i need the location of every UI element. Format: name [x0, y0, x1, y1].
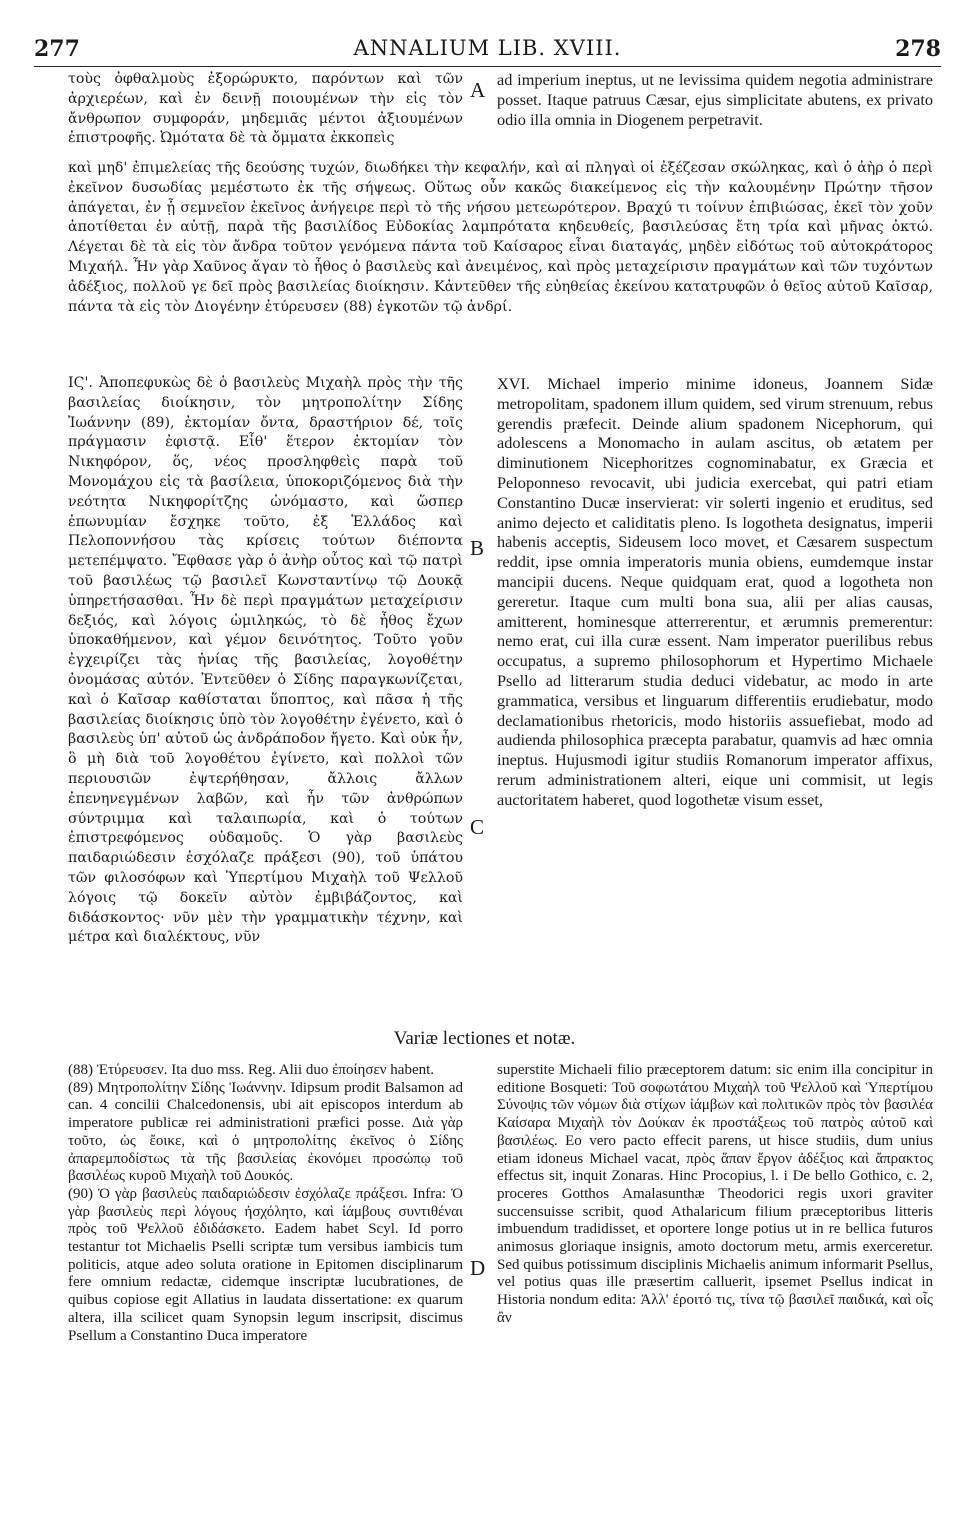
full-greek-text: καὶ μηδ' ἐπιμελείας τῆς δεούσης τυχών, διωδήκει τὴν κεφαλήν, καὶ αἱ πληγαὶ οἱ ἐξέζεσαν σκώληκας, καὶ ὁ ἀὴρ ὁ περὶ ἐκεῖνον δυσωδίας μεμέστωτο ἐκ τῆς σήψεως. Οὕτως οὖν κακῶς διακείμενος εἰς τὴν καλουμένην Πρώτην τῆσον ἀπάγεται, ἐν ᾗ σεμνεῖον ἐκεῖνος ἀνήγειρε περὶ τὸ τῆς νήσου μετεωρότερον. Βραχύ τι τοίνυν ἐπιβιώσας, ἐκεῖ τὸν χοῦν ἀποτίθεται ἐν αὐτῇ, παρὰ τῆς βασιλίδος Εὐδοκίας λαμπρότατα κηδευθείς, βασιλεύσας ἔτη τρία καὶ μῆνας ὀκτώ. Λέγεται δὲ τὰ εἰς τὸν ἄνδρα τοῦτον γενόμενα πάντα τοῦ Καίσαρος εἶναι διαταγάς, μηδὲν εἰδότως τοῦ αὐτοκράτορος Μιχαήλ. Ἦν γὰρ Χαῦνος ἄγαν τὸ ἦθος ὁ βασιλεὺς καὶ ἀνειμένος, καὶ πρὸς μεταχείρισιν πραγμάτων καὶ τῶν τυχόντων ἀδέξιος, πολλοῦ γε δεῖ πρὸς βασιλείας διοίκησιν. Κἀντεῦθεν τῆς εὐηθείας ἐκείνου κατατρυφῶν ὁ θεῖος αὐτοῦ Καῖσαρ, πάντα τὰ εἰς τὸν Διογένην ἐτύρευσεν (88) ἐγκοτῶν τῷ ἀνδρί. — [68, 160, 933, 315]
main-latin-column — [497, 374, 933, 1019]
top-greek-column — [68, 70, 463, 156]
main-greek-text: ΙϚ'. Ἀποπεφυκὼς δὲ ὁ βασιλεὺς Μιχαὴλ πρὸς τὴν τῆς βασιλείας διοίκησιν, τὸν μητροπολίτην Σίδης Ἰωάννην (89), ἐκτομίαν ὄντα, δραστήριον δέ, τοῖς πράγμασιν ἐφιστᾷ. Εἶθ' ἕτερον ἐκτομίαν τὸν Νικηφόρον, ὅς, νέος προσληφθεὶς παρὰ τοῦ Μονομάχου εἰς τὰ βασίλεια, ὑποκοριζόμενος διὰ τὴν νεότητα Νικηφορίτζης ὠνόμαστο, καὶ ὥσπερ ἐπωνυμίαν ἔσχηκε τοῦτο, ἐξ Ἑλλάδος καὶ Πελοποννήσου τὰς κρίσεις τούτων διέποντα μετεπέμψατο. Ἔφθασε γὰρ ὁ ἀνὴρ οὗτος καὶ τῷ πατρὶ τοῦ βασιλέως τῷ βασιλεῖ Κωνσταντίνῳ τῷ Δουκᾷ ὑπηρετήσασθαι. Ἦν δὲ περὶ πραγμάτων μεταχείρισιν δεξιός, καὶ λόγοις ὡμιληκώς, τὸ δὲ ἦθος ἔχων ὑποκαθήμενον, καὶ γέμον δεινότητος. Τοῦτο γοῦν ἐγχειρίζει τὰς ἡνίας τῆς βασιλείας, λογοθέτην ὀνομάσας αὐτόν. Ἐντεῦθεν ὁ Σίδης παραγκωνίζεται, καὶ ὁ Καῖσαρ καθίσταται ὕποπτος, καὶ πᾶσα ἡ τῆς βασιλείας διοίκησις ὑπὸ τὸν λογοθέτην ἐγένετο, καὶ ὁ βασιλεὺς ὑπ' αὐτοῦ ὡς ἀνδράποδον ἤγετο. Καὶ οὐκ ἦν, ὃ μὴ διὰ τοῦ λογοθέτου ἐγίνετο, καὶ πολλοὶ τῶν περιουσιῶν ἐψτερήθησαν, ἄλλοις ἄλλων ἐπενηνεγμένων λαβῶν, καὶ ἦν τῶν ἀνθρώπων σύντριμμα καὶ ταλαιπωρία, καὶ ὁ τούτων ἐπιστρεφόμενος οὐδαμοῦς. Ὁ γὰρ βασιλεὺς παιδαριώδεσιν ἐσχόλαζε πράξεσι (90), τοῦ ὑπάτου τῶν φιλοσόφων καὶ Ὑπερτίμου Μιχαὴλ τοῦ Ψελλοῦ λόγοις τῷ δοκεῖν αὐτὸν ἐμβιβάζοντος, καὶ διδάσκοντος· νῦν μὲν τὴν γραμματικὴν τέχνην, καὶ μέτρα καὶ διαλέκτους, νῦν — [68, 375, 463, 946]
page-header — [34, 36, 941, 66]
margin-marker-d: D — [470, 1256, 486, 1280]
note-90: (90) Ὁ γὰρ βασιλεὺς παιδαριώδεσιν ἐσχόλαζε πράξεσι. Infra: Ὁ γὰρ βασιλεὺς περὶ λόγους ἠσχόλητο, καὶ ἰάμβους συντιθέναι πρὸς τοῦ Ψελλοῦ ἐδιδάσκετο. Eadem habet Scyl. Id porro testantur tot Michaelis Pselli scriptæ tum versibus iambicis tum politicis, atque adeo soluta oratione in Epitomen disciplinarum fere omnium redactæ, cidemque inscriptæ lucubrationes, de quibus copiose egit Allatius in laudata dissertatione: ex quarum altera, illa scilicet quam Synopsin legum inscripsit, discimus Psellum a Constantino Duca imperatore — [68, 1185, 463, 1344]
note-88: (88) Ἐτύρευσεν. Ita duo mss. Reg. Alii duo ἐποίησεν habent. — [68, 1062, 435, 1078]
notes-section-title: Variæ lectiones et notæ. — [393, 1028, 576, 1049]
top-latin-text: ad imperium ineptus, ut ne levissima quidem negotia administrare posset. Itaque patruus Cæsar, ejus simplicitate abutens, ex privato odio illa omnia in Diogenem perpetravit. — [497, 70, 933, 129]
full-width-greek-paragraph — [68, 159, 933, 371]
margin-marker-b: B — [470, 536, 485, 560]
header-rule — [34, 66, 941, 67]
top-greek-text: τοὺς ὀφθαλμοὺς ἐξορώρυκτο, παρόντων καὶ τῶν ἀρχιερέων, καὶ ἐν δεινῇ ποιουμένων τὴν εἰς τὸν ἄνθρωπον συμφοράν, μηδεμιᾶς μέντοι ἀξιουμένων ἐπιστροφῆς. Ὠμότατα δὲ τὰ ὄμματα ἐκκοπεὶς — [68, 71, 463, 147]
notes-right-column — [497, 1062, 933, 1502]
notes-left-column — [68, 1062, 463, 1502]
margin-marker-a: A — [470, 78, 486, 102]
top-latin-column — [497, 70, 933, 156]
running-title: ANNALIUM LIB. XVIII. — [353, 36, 622, 60]
margin-marker-c: C — [470, 815, 485, 839]
page-number-left: 277 — [34, 36, 80, 62]
main-greek-column — [68, 374, 463, 1019]
note-continuation: superstite Michaeli filio præceptorem datum: sic enim illa concipitur in editione Bosqueti: Τοῦ σοφωτάτου Μιχαὴλ τοῦ Ψελλοῦ καὶ Ὑπερτίμου Σύνοψις τῶν νόμων διὰ στίχων ἰάμβων καὶ πολιτικῶν πρὸς τὸν βασιλέα Καίσαρα Μιχαὴλ τὸν Δούκαν ἐκ προστάξεως τοῦ πατρὸς αὐτοῦ καὶ βασιλέως. Eo vero pacto effecit parens, ut hisce studiis, dum unius etiam idoneus Michael vacat, πρὸς ἅπαν ἔργον ἀδέξιος καὶ ἄπρακτος effectus sit, inquit Zonaras. Hinc Procopius, l. i De bello Gothico, c. 2, proceres Gotthos Amalasunthæ Theodorici regis uxori graviter succensuisse scribit, quod Athalaricum filium præceptoribus litteris imbuendum tradidisset, et oportere longe potius ut in re bellica futuros animosus gloriaque insignis, amoto doctorum metu, armis exerceretur. Sed quibus potissimum disciplinis Michaelis animum informarit Psellus, vel potius quas ille præsertim calluerit, ipsemet Psellus indicat in Historia nondum edita: Ἀλλ' ἐροιτό τις, τίνα τῷ βασιλεῖ παιδικά, καὶ οἷς ἂν — [497, 1062, 933, 1326]
main-latin-text: XVI. Michael imperio minime idoneus, Joannem Sidæ metropolitam, spadonem illum quidem, sed virum strenuum, rebus gerendis præfecit. Deinde alium spadonem Nicephorum, qui adolescens a Monomacho in aulam ascitus, ob ætatem per diminutionem Nicephoritzes cognominabatur, ex Græcia et Peloponneso revocavit, ubi judicia exercebat, qui patri etiam Constantino Ducæ inservierat: vir solerti ingenio et eruditus, sed animo dejecto et caliditatis pleno. Is logotheta designatus, imperii habenis acceptis, Sideusem loco movet, et Cæsarem suspectum reddit, ipse omnia imperatoris munia obiens, eumdemque instar mancipii ducens. Neque quidquam erat, quod a logotheta non gereretur. Itaque cum multi bona sua, alii per alias causas, amitterent, hominesque atterrerentur, et ærumnis premerentur: nemo erat, cui illa curæ essent. Nam imperator puerilibus rebus occupatus, a supremo philosophorum et Hypertimo Michaele Psello ad litterarum studia deduci videbatur, ac modo in arte grammatica, versibus et linguarum differentiis erudiebatur, modo declamationibus rhetoricis, modo historiis assuefiebat, modo ad audienda philosophica præcepta parabatur, quamvis ad hæc omnia ineptus. Hujusmodi igitur studiis Romanorum imperator affixus, rerum administrationem alteri, eique uni commisit, ut legis auctoritatem haberet, quod logothetæ visum esset, — [497, 374, 933, 809]
page-number-right: 278 — [895, 36, 941, 62]
note-89: (89) Μητροπολίτην Σίδης Ἰωάννην. Idipsum prodit Balsamon ad can. 4 concilii Chalcedonensis, ubi ait episcopos interdum ab imperatore publicæ rei administrationi præfici posse. Διὰ γὰρ τοῦτο, ὡς ἔοικε, καὶ ὁ μητροπολίτης ἐκεῖνος ὁ Σίδης ἀπαρεμποδίστως τὰ τῆς βασιλείας ἐκονόμει προσώπῳ τοῦ βασιλέως κυροῦ Μιχαὴλ τοῦ Δουκός. — [68, 1079, 463, 1185]
